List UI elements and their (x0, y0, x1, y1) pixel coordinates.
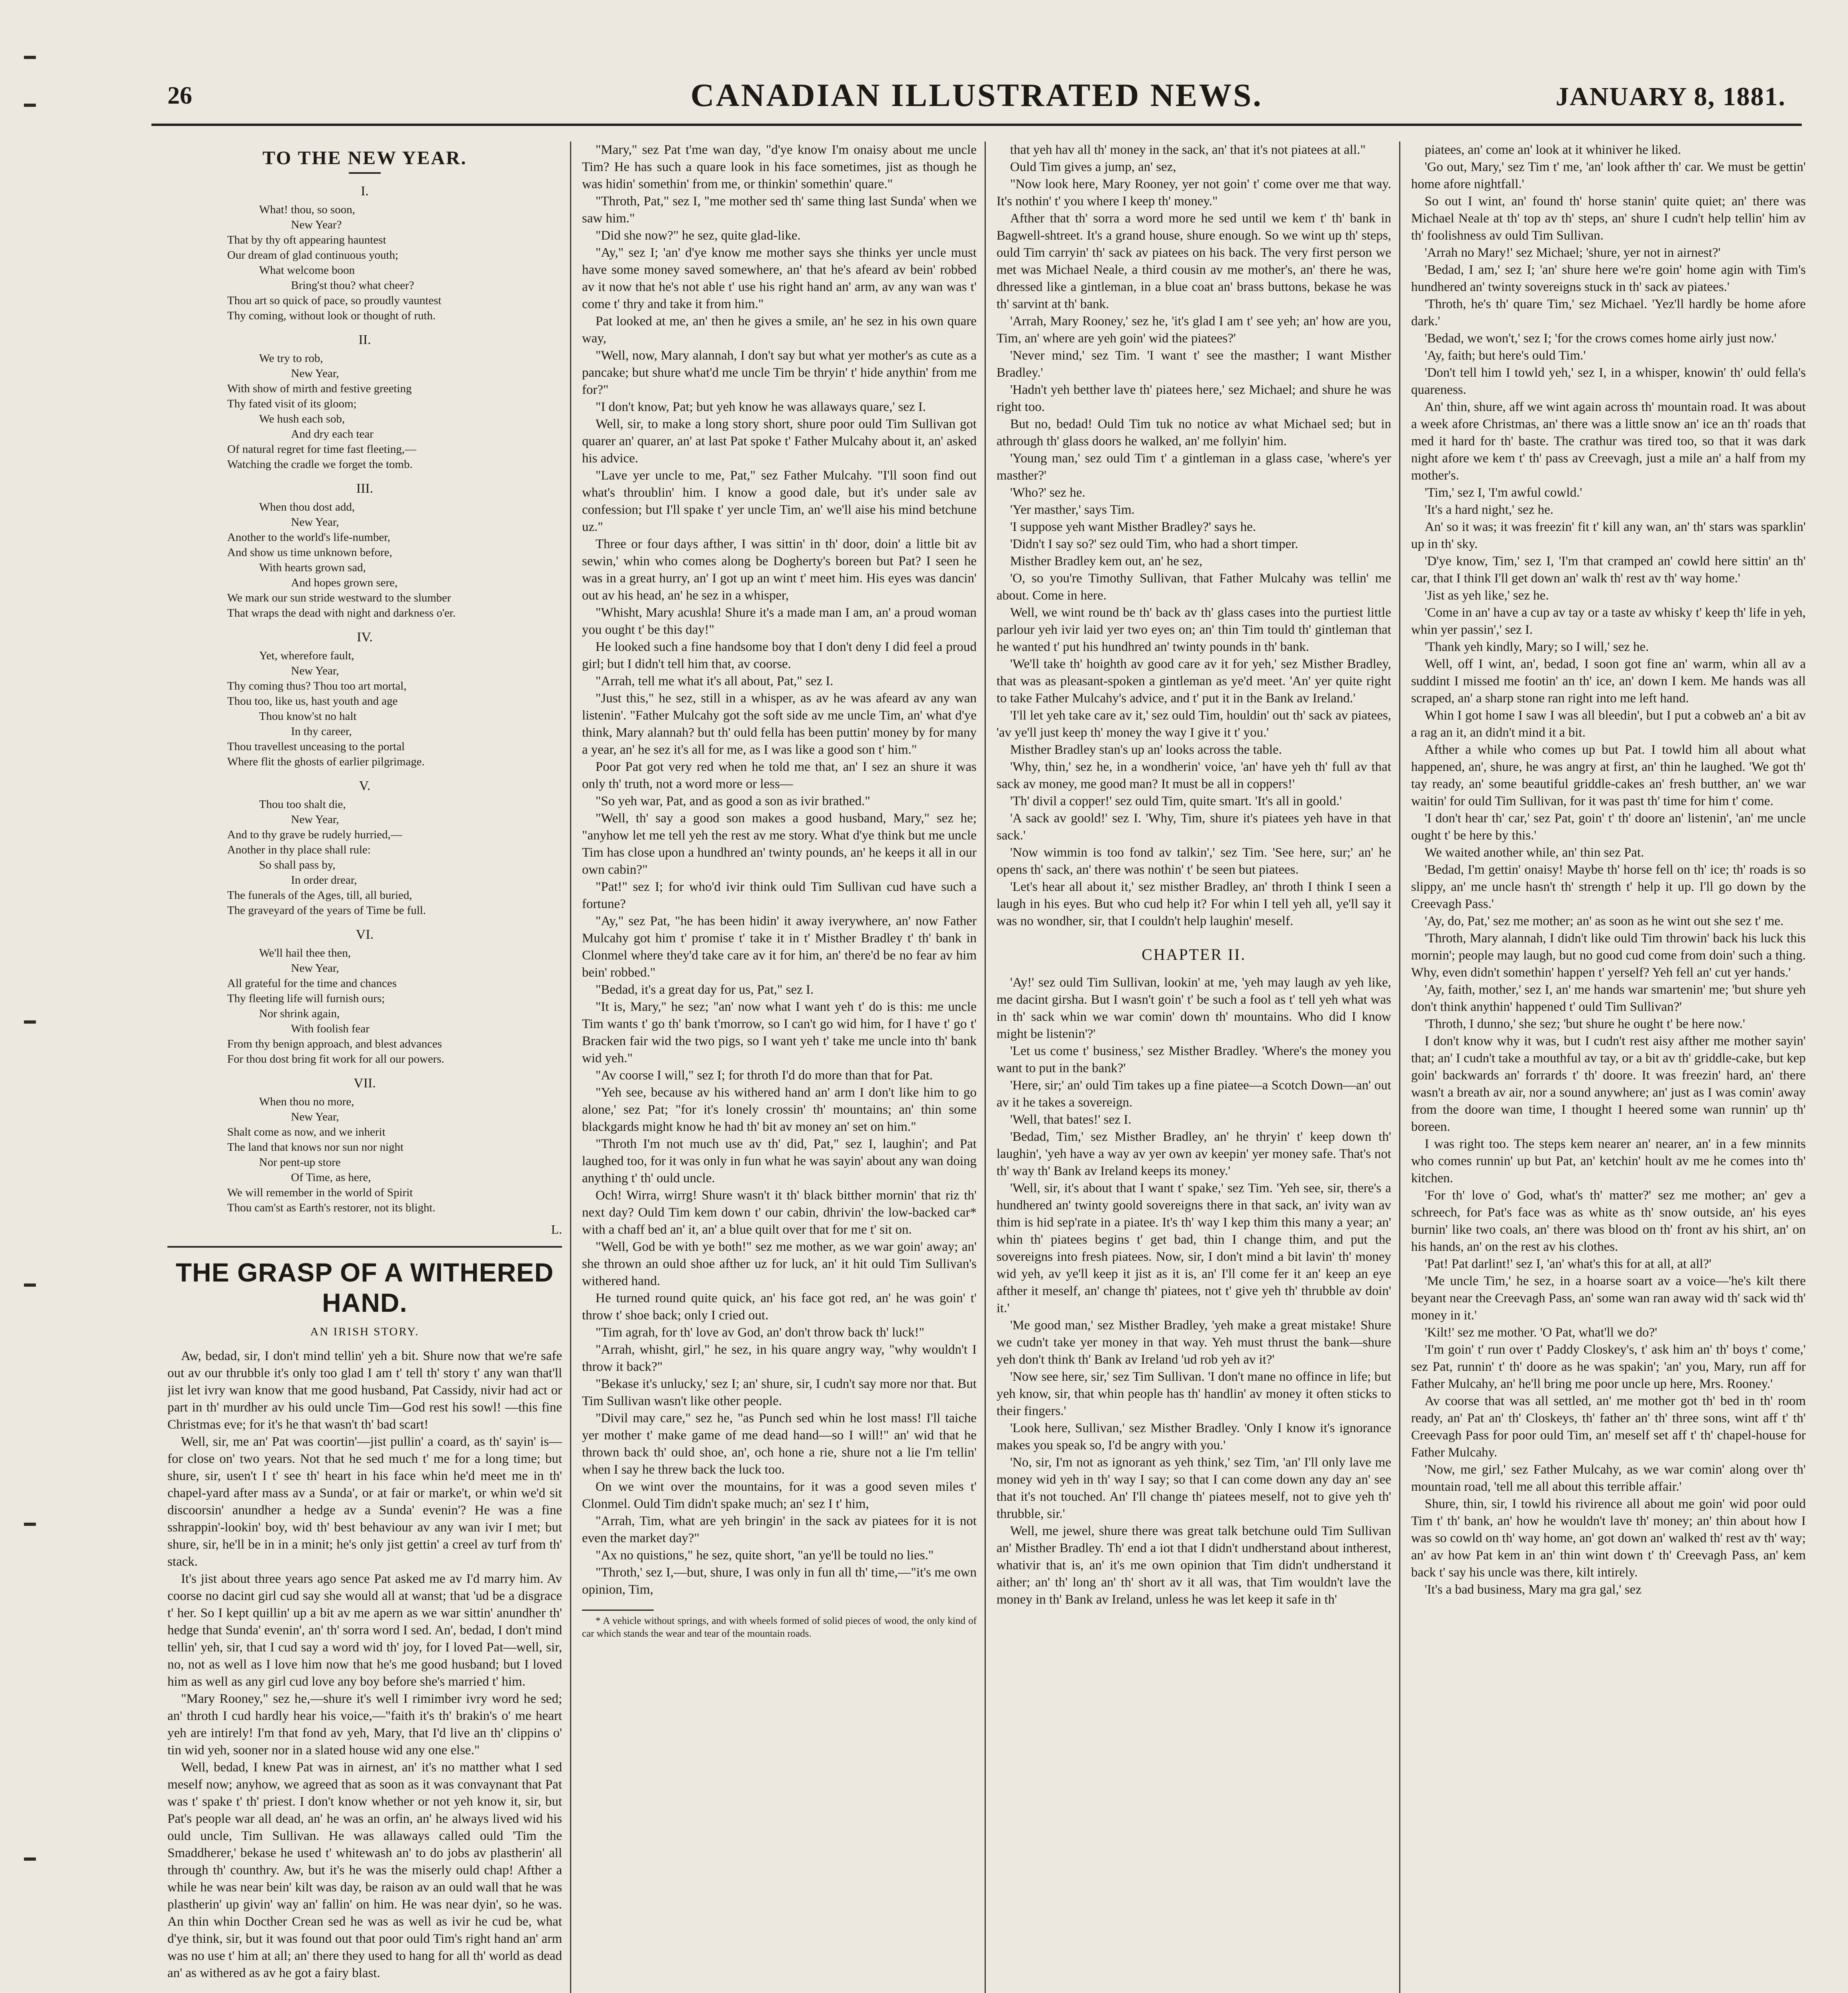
paragraph: 'Arrah, Mary Rooney,' sez he, 'it's glad I am t' see yeh; an' how are you, Tim, an' where are yeh goin' wid the piatees?' (997, 314, 1391, 346)
paragraph: 'Ay, faith; but here's ould Tim.' (1425, 348, 1586, 363)
poem-body (167, 183, 562, 1215)
paragraph: 'I suppose yeh want Misther Bradley?' says he. (1010, 520, 1256, 534)
poem-line: And hopes grown sere, (291, 576, 398, 589)
paragraph: 'Me good man,' sez Misther Bradley, 'yeh make a great mistake! Shure we cudn't take yer money in that way. Yeh must thrust the bank—shure yeh don't think th' Bank av Ireland 'ud rob yeh av it?' (997, 1318, 1391, 1367)
poem-line: That wraps the dead with night and darkness o'er. (227, 607, 456, 619)
poem-line: Bring'st thou? what cheer? (291, 279, 414, 292)
poem-line: Thou too shalt die, (259, 798, 346, 811)
poem-line: And dry each tear (291, 428, 374, 440)
poem-line: New Year, (291, 1110, 339, 1123)
masthead (151, 60, 1802, 120)
paragraph: "Now look here, Mary Rooney, yer not goin' t' come over me that way. It's nothin' t' you where I keep th' money." (997, 177, 1391, 208)
paragraph: Well, sir, to make a long story short, shure poor ould Tim Sullivan got quarer an' quarer, an' at last Pat spoke t' Father Mulcahy about it, an' asked his advice. (582, 417, 977, 466)
column-1 (167, 142, 562, 1993)
paragraph: "Just this," he sez, still in a whisper, as av he was afeard av any wan listenin'. "Father Mulcahy got the soft side av me uncle Tim, an' what d'ye think, Mary alannah? but th' ould fella has been puttin' money by for many a year, an' he sez it's all for me, as I was like a good son t' him." (582, 691, 977, 757)
binding-margin-marks (24, 56, 38, 1993)
column-divider (1399, 142, 1400, 1993)
paragraph: Well, me jewel, shure there was great talk betchune ould Tim Sullivan an' Misther Bradley. Th' end a iot that I didn't undherstand about intherest, whativir that is, an' it's me own opinion that Tim didn't undherstand it aither; an' th' long an' th' short av it all was, that Tim wouldn't lave the money in th' Bank av Ireland, unless he was let keep it safe in th' (997, 1524, 1391, 1607)
paragraph: 'Let us come t' business,' sez Misther Bradley. 'Where's the money you want to put in the bank?' (997, 1044, 1391, 1075)
chapter-heading: CHAPTER II. (1142, 945, 1246, 963)
paragraph: 'Pat! Pat darlint!' sez I, 'an' what's this for at all, at all?' (1425, 1257, 1712, 1271)
poem-line: So shall pass by, (259, 859, 336, 871)
column-divider (985, 142, 986, 1993)
paragraph: An' so it was; it was freezin' fit t' kill any wan, an' th' stars was sparklin' up in th' sky. (1411, 520, 1806, 551)
poem-line: The funerals of the Ages, till, all buried, (227, 889, 412, 902)
poem-line: For thou dost bring fit work for all our powers. (227, 1053, 444, 1065)
poem-line: The graveyard of the years of Time be full. (227, 904, 426, 917)
issue-date: JANUARY 8, 1881. (1555, 82, 1786, 111)
paragraph: "Throth,' sez I,—but, shure, I was only in fun all th' time,—"it's me own opinion, Tim, (582, 1565, 977, 1597)
paragraph: Av coorse that was all settled, an' me mother got th' bed in th' room ready, an' Pat an' th' Closkeys, th' father an' th' three sons, wint aff t' th' Creevagh Pass for poor ould Tim, an' meself set aff t' th' chapel-house for Father Mulcahy. (1411, 1394, 1806, 1460)
paragraph: "Av coorse I will," sez I; for throth I'd do more than that for Pat. (596, 1068, 933, 1083)
poem-line: And show us time unknown before, (227, 546, 393, 559)
poem-line: Nor shrink again, (259, 1007, 340, 1020)
column-4 (1411, 142, 1806, 1993)
header-rule (151, 124, 1802, 126)
poem-line: Of natural regret for time fast fleeting,— (227, 443, 417, 456)
paragraph: Misther Bradley stan's up an' looks across the table. (1010, 743, 1282, 757)
poem-line: New Year, (291, 516, 339, 529)
paragraph: An' thin, shure, aff we wint again across th' mountain road. It was about a week afore Christmas, an' there was a little snow an' ice an th' roads that med it hard for th' baste. The crathur was tired too, so that it was dark night afore we kem t' th' pass av Creevagh, just a mile an' a half from my mother's. (1411, 400, 1806, 483)
story-subtitle: AN IRISH STORY. (310, 1325, 419, 1338)
paragraph: "Bekase it's unlucky,' sez I; an' shure, sir, I cudn't say more nor that. But Tim Sullivan wasn't like other people. (582, 1377, 977, 1408)
paragraph: 'Bedad, I'm gettin' onaisy! Maybe th' horse fell on th' ice; th' roads is so slippy, an' me uncle hasn't th' strength t' help it up. I'll go down by the Creevagh Pass.' (1411, 863, 1806, 911)
paragraph: 'Who?' sez he. (1010, 485, 1085, 500)
stanza-number: VI. (356, 927, 374, 942)
poem-line: Another to the world's life-number, (227, 531, 391, 544)
paragraph: 'Well, sir, it's about that I want t' spake,' sez Tim. 'Yeh see, sir, there's a hundhered an' twinty goold sovereigns there in that sack, an' ivity wan av thim is hid sep'rate in a piatee. It's th' way I kep thim this many a year; an' whin th' piatees begins t' get bad, thin I change thim, and put the sovereigns into fresh piatees. Now, sir, I don't mind a bit lavin' th' money wid yeh, av ye'll keep it jist as it is, an' I'll come fer it an' keep an eye afther it meself, an' change th' piatees, not t' give yeh th' thrubble av doin' it.' (997, 1181, 1391, 1315)
paragraph: 'Look here, Sullivan,' sez Misther Bradley. 'Only I know it's ignorance makes you speak so, I'd be angry with you.' (997, 1421, 1391, 1452)
paragraph: 'It's a hard night,' sez he. (1425, 503, 1553, 517)
paragraph: "Throth I'm not much use av th' did, Pat," sez I, laughin'; and Pat laughed too, for it was only in fun what he was sayin' about any wan doing anything t' th' ould uncle. (582, 1137, 977, 1185)
poem-line: Watching the cradle we forget the tomb. (227, 458, 413, 471)
stanza-number: V. (359, 778, 371, 793)
paragraph: He turned round quite quick, an' his face got red, an' he was goin' t' throw t' shoe back; only I cried out. (582, 1291, 977, 1323)
column-4-text (1411, 142, 1806, 1598)
paragraph: "Well, now, Mary alannah, I don't say but what yer mother's as cute as a pancake; but shure what'd me uncle Tim be thryin' t' hide anythin' from me for?" (582, 348, 977, 397)
poem-line: Thou too, like us, hast youth and age (227, 695, 398, 708)
footnote: * A vehicle without springs, and with wheels formed of solid pieces of wood, the only kind of car which stands the wear and tear of the mountain roads. (582, 1616, 977, 1639)
paragraph: Misther Bradley kem out, an' he sez, (1010, 554, 1203, 568)
story-title: THE GRASP OF A WITHERED HAND. (175, 1258, 554, 1317)
paragraph: 'Yer masther,' says Tim. (1010, 503, 1135, 517)
paragraph: "Ay," sez Pat, "he has been hidin' it away iverywhere, an' now Father Mulcahy got him t' promise t' take it in t' Misther Bradley t' th' bank in Clonmel where they'd take care av it for him, an' there'd be no fear av him bein' robbed." (582, 914, 977, 980)
column-3-text (997, 142, 1391, 930)
paragraph: 'It's a bad business, Mary ma gra gal,' sez (1425, 1582, 1642, 1597)
poem-line: We will remember in the world of Spirit (227, 1186, 413, 1199)
binding-tick (24, 1857, 36, 1861)
paragraph: 'Never mind,' sez Tim. 'I want t' see the masther; I want Misther Bradley.' (997, 348, 1391, 380)
poem-line: With foolish fear (291, 1022, 370, 1035)
paragraph: 'Now wimmin is too fond av talkin',' sez Tim. 'See here, sur;' an' he opens th' sack, an' there was nothin' t' be seen but piatees. (997, 845, 1391, 877)
poem-line: From thy benign approach, and blest advances (227, 1038, 442, 1050)
binding-tick (24, 104, 36, 107)
poem-line: Of Time, as here, (291, 1171, 371, 1184)
paragraph: 'Come in an' have a cup av tay or a taste av whisky t' keep th' life in yeh, whin yer passin',' sez I. (1411, 605, 1806, 637)
paragraph: 'Ay, faith, mother,' sez I, an' me hands war smartenin' me; 'but shure yeh don't think anythin' happened t' ould Tim Sullivan?' (1411, 983, 1806, 1014)
paragraph: Well, bedad, I knew Pat was in airnest, an' it's no matther what I sed meself now; anyhow, we agreed that as soon as it was convaynant that Pat was t' spake t' th' priest. I don't know whether or not yeh know it, sir, but Pat's people war all dead, an' he was an orfin, an' he always lived wid his ould uncle, Tim Sullivan. He was allaways called ould 'Tim the Smaddherer,' bekase he used t' whitewash an' to do jobs av plastherin' all through th' counthry. Aw, but it's he was the miserly ould chap! Afther a while he was near bein' kilt was day, be raison av an ould wall that he was plastherin' up givin' way an' fallin' on him. He was near dyin', so he was. An thin whin Docther Crean sed he was as well as ivir he cud be, what d'ye think, sir, but it was found out that poor ould Tim's right hand an' arm was no use t' him at all; an' there they used to hang for all th' world as dead an' as withered as av he got a fairy blast. (167, 1760, 562, 1980)
poem-line: We mark our sun stride westward to the slumber (227, 592, 451, 604)
binding-tick (24, 1283, 36, 1287)
paragraph: 'No, sir, I'm not as ignorant as yeh think,' sez Tim, 'an' I'll only lave me money wid yeh in th' way I say; so that I can come down any day an' see that it's not touched. An' I'll change th' piatees meself, not to give yeh th' thrubble, sir.' (997, 1455, 1391, 1521)
paragraph: 'I'll let yeh take care av it,' sez ould Tim, houldin' out th' sack av piatees, 'av ye'll just keep th' money the way I give it t' you.' (997, 708, 1391, 740)
paragraph: But no, bedad! Ould Tim tuk no notice av what Michael sed; but in athrough th' glass doors he walked, an' me follyin' him. (997, 417, 1391, 448)
paragraph: "Well, th' say a good son makes a good husband, Mary," sez he; "anyhow let me tell yeh the rest av me story. What d'ye think but me uncle Tim has close upon a hundhred an' twinty pounds, an' he keeps it all in our own cabin?" (582, 811, 977, 877)
stanza-number: IV. (357, 630, 373, 645)
paragraph: Pat looked at me, an' then he gives a smile, an' he sez in his own quare way, (582, 314, 977, 346)
publication-title: CANADIAN ILLUSTRATED NEWS. (690, 77, 1263, 113)
paragraph: "Pat!" sez I; for who'd ivir think ould Tim Sullivan cud have such a fortune? (582, 880, 977, 911)
paragraph: It's jist about three years ago sence Pat asked me av I'd marry him. Av coorse no dacint girl cud say she would all at wanst; that 'ud be a disgrace t' her. So I kept quillin' up a bit av me apern as we war sittin' anundher th' hedge that Sunda' evenin', an' th' sorra word I sed. An', bedad, I don't mind tellin' yeh, sir, that I cud say a word wid th' joy, for I loved Pat—well, sir, no, not as well as I love him now that he's me good husband; but I loved him as well as any girl cud love any boy before she's married t' him. (167, 1572, 562, 1689)
poem-line: New Year, (291, 664, 339, 677)
paragraph: 'Bedad, I am,' sez I; 'an' shure here we're goin' home agin with Tim's hundhered an' twinty sovereigns stuck in th' sack av piatees.' (1411, 263, 1806, 294)
paragraph: Och! Wirra, wirrg! Shure wasn't it th' black bitther mornin' that riz th' next day? Ould Tim kem down t' our cabin, dhrivin' the low-backed car* with a chaff bed an' it, an' a blue quilt over that for me t' sit on. (582, 1188, 977, 1237)
paragraph: 'Throth, he's th' quare Tim,' sez Michael. 'Yez'll hardly be home afore dark.' (1411, 297, 1806, 328)
poem-line: Yet, wherefore fault, (259, 649, 354, 662)
paragraph: 'Well, that bates!' sez I. (1010, 1112, 1132, 1127)
paragraph: 'Th' divil a copper!' sez ould Tim, quite smart. 'It's all in goold.' (1010, 794, 1342, 808)
binding-tick (24, 56, 36, 59)
poem-line: Thou know'st no halt (259, 710, 357, 723)
paragraph: 'I don't hear th' car,' sez Pat, goin' t' th' doore an' listenin', 'an' me uncle ought t' be here by this.' (1411, 811, 1806, 843)
paragraph: 'Now, me girl,' sez Father Mulcahy, as we war comin' along over th' mountain road, 'tell me all about this terrible affair.' (1411, 1462, 1806, 1494)
paragraph: "Whisht, Mary acushla! Shure it's a made man I am, an' a proud woman you ought t' be this day!" (582, 605, 977, 637)
paragraph: Afther that th' sorra a word more he sed until we kem t' th' bank in Bagwell-shtreet. It's a grand house, shure enough. So we wint up th' steps, ould Tim carryin' th' sack av piatees on his back. The very first person we met was Michael Neale, a third cousin av me mother's, an' there he was, dhressed like a gintleman, in a blue coat an' brass buttons, bekase he was th' sarvint at th' bank. (997, 211, 1391, 311)
paragraph: "Arrah, tell me what it's all about, Pat," sez I. (596, 674, 834, 688)
column-3 (997, 142, 1391, 1993)
paragraph: piatees, an' come an' look at it whiniver he liked. (1425, 143, 1681, 157)
paragraph: 'Go out, Mary,' sez Tim t' me, 'an' look afther th' car. We must be gettin' home afore nightfall.' (1411, 160, 1806, 191)
poem-line: What welcome boon (259, 264, 355, 277)
paragraph: 'Ay, do, Pat,' sez me mother; an' as soon as he wint out she sez t' me. (1425, 914, 1784, 928)
paragraph: 'Here, sir;' an' ould Tim takes up a fine piatee—a Scotch Down—an' out av it he takes a sovereign. (997, 1078, 1391, 1110)
paragraph: Shure, thin, sir, I towld his rivirence all about me goin' wid poor ould Tim t' th' bank, an' how he wouldn't lave th' money; an' thin about how I was so cowld on th' way home, an' got down an' walked th' rest av th' way; an' av how Pat kem in an' thin wint down t' th' Creevagh Pass, an' kem back t' say his uncle was there, kilt intirely. (1411, 1497, 1806, 1580)
poem-line: Thou art so quick of pace, so proudly vauntest (227, 294, 442, 307)
poem-line: Thy fated visit of its gloom; (227, 397, 357, 410)
footnote-rule (582, 1610, 654, 1611)
poem-line: With hearts grown sad, (259, 561, 366, 574)
paragraph: "It is, Mary," he sez; "an' now what I want yeh t' do is this: me uncle Tim wants t' go th' bank t'morrow, so I can't go wid him, for I have t' go t' Bracken fair wid the two pigs, so I want yeh t' take me uncle into th' bank wid yeh." (582, 1000, 977, 1065)
binding-tick (24, 1020, 36, 1024)
poem-line: Thou cam'st as Earth's restorer, not its blight. (227, 1201, 436, 1214)
paragraph: 'Ay!' sez ould Tim Sullivan, lookin' at me, 'yeh may laugh av yeh like, me dacint girsha. But I wasn't goin' t' be such a fool as t' tell yeh what was in th' sack whin we war comin' down th' mountains. Who did I know might be listenin'?' (997, 975, 1391, 1041)
paragraph: 'A sack av goold!' sez I. 'Why, Tim, shure it's piatees yeh have in that sack.' (997, 811, 1391, 843)
paragraph: Poor Pat got very red when he told me that, an' I sez an shure it was only th' truth, not a word more or less— (582, 760, 977, 791)
poem-line: When thou dost add, (259, 501, 355, 513)
paragraph: "Divil may care," sez he, "as Punch sed whin he lost mass! I'll taiche yer mother t' make game of me dead hand—so I will!" an' wid that he thrown back th' ould shoe, an', och hone a rie, shure not a lie I'm tellin' when I say he threw back the luck too. (582, 1411, 977, 1477)
poem-line: Thy coming thus? Thou too art mortal, (227, 680, 407, 692)
poem-line: New Year? (291, 218, 342, 231)
poem-line: Nor pent-up store (259, 1156, 341, 1169)
paragraph: "Mary," sez Pat t'me wan day, "d'ye know I'm onaisy about me uncle Tim? He has such a quare look in his face sometimes, jist as though he was hidin' somethin' from me, or thinkin' somethin' quare." (582, 143, 977, 191)
paragraph: Three or four days afther, I was sittin' in th' door, doin' a little bit av sewin,' whin who comes along be Dogherty's boreen but Pat? I seen he was in a great hurry, an' I got up an wint t' meet him. His eyes was dancin' out av his head, an' he sez in a whisper, (582, 537, 977, 603)
paragraph: "Well, God be with ye both!" sez me mother, as we war goin' away; an' she thrown an ould shoe afther uz for luck, an' it hit ould Tim Sullivan's withered hand. (582, 1240, 977, 1288)
paragraph: 'I'm goin' t' run over t' Paddy Closkey's, t' ask him an' th' boys t' come,' sez Pat, runnin' t' th' doore as he was spakin'; 'an' you, Mary, run aff for Father Mulcahy, an' he'll bring me poor uncle up here, Mrs. Rooney.' (1411, 1342, 1806, 1391)
poem-line: Shalt come as now, and we inherit (227, 1126, 385, 1138)
paragraph: Well, we wint round be th' back av th' glass cases into the purtiest little parlour yeh ivir laid yer two eyes on; an' thin Tim tould th' gintleman that he wanted t' put his hundhred an' twinty pounds in th' bank. (997, 605, 1391, 654)
column-2-text (582, 142, 977, 1598)
poem-line: Where flit the ghosts of earlier pilgrimage. (227, 755, 425, 768)
paragraph: 'Now see here, sir,' sez Tim Sullivan. 'I don't mane no offince in life; but yeh know, sir, that whin people has th' handlin' av money it often sticks to their fingers.' (997, 1370, 1391, 1418)
poem-line: We hush each sob, (259, 413, 345, 425)
poem-line: New Year, (291, 367, 339, 380)
paragraph: 'Don't tell him I towld yeh,' sez I, in a whisper, knowin' th' ould fella's quareness. (1411, 366, 1806, 397)
paragraph: "Arrah, whisht, girl," he sez, in his quare angry way, "why wouldn't I throw it back?" (582, 1342, 977, 1374)
paragraph: "So yeh war, Pat, and as good a son as ivir brathed." (596, 794, 871, 808)
poem-line: The land that knows nor sun nor night (227, 1141, 404, 1154)
paragraph: "Ay," sez I; 'an' d'ye know me mother says she thinks yer uncle must have some money saved somewhere, an' that he's afeard av bein' robbed av it now that he's not able t' use his right hand an' arm, av any wan was t' come t' thry and take it from him." (582, 246, 977, 311)
poem-signature: L. (551, 1222, 562, 1236)
poem-line: Our dream of glad continuous youth; (227, 249, 399, 261)
paragraph: 'Tim,' sez I, 'I'm awful cowld.' (1425, 485, 1583, 500)
title-dash (349, 172, 381, 174)
stanza-number: II. (358, 332, 371, 347)
page-number: 26 (167, 82, 192, 109)
paragraph: 'Bedad, we won't,' sez I; 'for the crows comes home airly just now.' (1425, 331, 1777, 346)
poem-line: New Year, (291, 962, 339, 975)
paragraph: "Tim agrah, for th' love av God, an' don't throw back th' luck!" (596, 1325, 924, 1340)
poem-line: We'll hail thee then, (259, 947, 351, 959)
poem-line: Thou travellest unceasing to the portal (227, 740, 405, 753)
paragraph: "Mary Rooney," sez he,—shure it's well I rimimber ivry word he sed; an' throth I cud hardly hear his voice,—"faith it's th' brakin's o' me heart yeh are intirely! I'm that fond av yeh, Mary, that I'd live an th' clippins o' tin wid yeh, sooner nor in a slated house wid any one else." (167, 1692, 562, 1757)
paragraph: 'Hadn't yeh betther lave th' piatees here,' sez Michael; and shure he was right too. (997, 383, 1391, 414)
poem-line: When thou no more, (259, 1095, 354, 1108)
binding-tick (24, 1523, 36, 1526)
paragraph: 'We'll take th' hoighth av good care av it for yeh,' sez Misther Bradley, that was as pleasant-spoken a gintleman as ye'd meet. 'An' yer quite right to take Father Mulcahy's advice, and t' put it in the Bank av Ireland.' (997, 657, 1391, 706)
column-1-text (167, 1348, 562, 1982)
poem-line: Thy coming, without look or thought of ruth. (227, 309, 436, 322)
paragraph: 'O, so you're Timothy Sullivan, that Father Mulcahy was tellin' me about. Come in here. (997, 571, 1391, 603)
poem-line: That by thy oft appearing hauntest (227, 234, 386, 246)
paragraph: 'Why, thin,' sez he, in a wondherin' voice, 'an' have yeh th' full av that sack av money, me good man? It must be all in coppers!' (997, 760, 1391, 791)
paragraph: "Ax no quistions," he sez, quite short, "an ye'll be tould no lies." (596, 1548, 934, 1563)
poem-line: New Year, (291, 813, 339, 826)
paragraph: "Throth, Pat," sez I, "me mother sed th' same thing last Sunda' when we saw him." (582, 194, 977, 226)
poem-line: Another in thy place shall rule: (227, 843, 371, 856)
paragraph: I don't know why it was, but I cudn't rest aisy afther me mother sayin' that; an' I cudn't take a mouthful av tay, or a bit av th' griddle-cake, but kep goin' backwards an' forrards t' th' doore. It was freezin' hard, an' there wasn't a breath av air, nor a sound anywhere; an' just as I was comin' away from the doore wan time, I thought I heered some wan runnin' up th' boreen. (1411, 1034, 1806, 1134)
paragraph: 'Young man,' sez ould Tim t' a gintleman in a glass case, 'where's yer masther?' (997, 451, 1391, 483)
poem-line: In thy career, (291, 725, 352, 738)
paragraph: Whin I got home I saw I was all bleedin', but I put a cobweb an' a bit av a rag an it, an didn't mind it a bit. (1411, 708, 1806, 740)
newspaper-page (151, 60, 1806, 1993)
poem-line: In order drear, (291, 874, 357, 886)
column-divider (570, 142, 571, 1993)
poem-line: We try to rob, (259, 352, 323, 365)
paragraph: 'Kilt!' sez me mother. 'O Pat, what'll we do?' (1425, 1325, 1657, 1340)
paragraph: 'Me uncle Tim,' he sez, in a hoarse soart av a voice—'he's kilt there beyant near the Creevagh Pass, an' some wan ran away wid th' sack wid th' money in it.' (1411, 1274, 1806, 1323)
paragraph: Aw, bedad, sir, I don't mind tellin' yeh a bit. Shure now that we're safe out av our thrubble it's only too glad I am t' tell th' story t' any wan that'll jist let ivry wan know that me good husband, Pat Cassidy, nivir had act or part in th' murdher av his ould uncle Tim—God rest his sowl! —this fine Christmas eve; for it's he that wasn't th' bad scart! (167, 1349, 562, 1432)
stanza-number: III. (356, 481, 374, 496)
paragraph: We waited another while, an' thin sez Pat. (1425, 845, 1644, 860)
paragraph: "Arrah, Tim, what are yeh bringin' in the sack av piatees for it is not even the market day?" (582, 1514, 977, 1545)
column-2 (582, 142, 977, 1993)
paragraph: He looked such a fine handsome boy that I don't deny I did feel a proud girl; but I didn't tell him that, av coorse. (582, 640, 977, 671)
paragraph: that yeh hav all th' money in the sack, an' that it's not piatees at all." (1010, 143, 1366, 157)
paragraph: 'Didn't I say so?' sez ould Tim, who had a short timper. (1010, 537, 1298, 551)
paragraph: 'Throth, I dunno,' she sez; 'but shure he ought t' be here now.' (1425, 1017, 1745, 1031)
paragraph: I was right too. The steps kem nearer an' nearer, an' in a few minnits who comes runnin' up but Pat, an' ketchin' hoult av me he comes into th' kitchen. (1411, 1137, 1806, 1185)
paragraph: Well, off I wint, an', bedad, I soon got fine an' warm, whin all av a suddint I missed me footin' an th' ice, an' down I kem. Me hands was all scraped, an' a sharp stone ran right into me left hand. (1411, 657, 1806, 706)
paragraph: "Bedad, it's a great day for us, Pat," sez I. (596, 983, 814, 997)
column-3-text-b (997, 974, 1391, 1608)
poem-line: Thy fleeting life will furnish ours; (227, 992, 385, 1005)
paragraph: "Lave yer uncle to me, Pat," sez Father Mulcahy. "I'll soon find out what's throublin' him. I know a good dale, but it's under sale av confession; but I'll spake t' yer uncle Tim, an' we'll aise his mind betchune uz." (582, 468, 977, 534)
paragraph: 'Let's hear all about it,' sez misther Bradley, an' throth I think I seen a laugh in his eyes. But who cud help it? For whin I tell yeh all, ye'll say it was no wondher, sir, that I couldn't help laughin' meself. (997, 880, 1391, 928)
paragraph: 'Arrah no Mary!' sez Michael; 'shure, yer not in airnest?' (1425, 246, 1721, 260)
paragraph: 'Bedad, Tim,' sez Misther Bradley, an' he thryin' t' keep down th' laughin', 'yeh have a way av yer own av keepin' yer money safe. That's not th' way th' Bank av Ireland keeps its money.' (997, 1130, 1391, 1178)
paragraph: 'For th' love o' God, what's th' matter?' sez me mother; an' gev a schreech, for Pat's face was as white as th' snow outside, an' his eyes burnin' like two coals, an' there was blood on th' front av his shirt, an' on his hands, an' on the rest av his clothes. (1411, 1188, 1806, 1254)
paragraph: 'Throth, Mary alannah, I didn't like ould Tim throwin' back his luck this mornin'; people may laugh, but no good cud come from doin' such a thing. Why, even didn't somethin' happen t' yerself? Yeh fell an' cut yer hands.' (1411, 931, 1806, 980)
paragraph: 'Thank yeh kindly, Mary; so I will,' sez he. (1425, 640, 1649, 654)
poem-line: All grateful for the time and chances (227, 977, 397, 990)
paragraph: Well, sir, me an' Pat was coortin'—jist pullin' a coard, as th' sayin' is—for close on' two years. Not that he sed much t' me for a long time; but shure, sir, usen't I t' see th' heart in his face whin he'd meet me in th' chapel-yard after mass av a Sunda', or at fair or marke't, or whin we'd sit discoorsin' anundher a hedge av a Sunda' evenin'? He was a fine sshrappin'-lookin' boy, wid th' best behaviour av any wan ivir I met; but shure, sir, he'll be in in a minit; he's only jist gettin' a creel av turf from th' stack. (167, 1435, 562, 1569)
paragraph: "Did she now?" he sez, quite glad-like. (596, 228, 801, 243)
paragraph: 'Jist as yeh like,' sez he. (1425, 588, 1549, 603)
section-rule (167, 1246, 562, 1248)
poem-title: TO THE NEW YEAR. (262, 147, 467, 169)
paragraph: "Yeh see, because av his withered hand an' arm I don't like him to go alone,' sez Pat; "for it's lonely crossin' th' mountains; an' thin some blackgards might know he had th' bit av money an' set on him." (582, 1085, 977, 1134)
paragraph: Afther a while who comes up but Pat. I towld him all about what happened, an', shure, he was angry at first, an' thin he laughed. 'We got th' tay ready, an' some beautiful griddle-cakes an' fresh butther, an' we war waitin' for ould Tim Sullivan, for it was past th' time for him t' come. (1411, 743, 1806, 808)
paragraph: So out I wint, an' found th' horse stanin' quite quiet; an' there was Michael Neale at th' top av th' steps, an' shure I cudn't help tellin' him av th' foolishness av ould Tim Sullivan. (1411, 194, 1806, 243)
paragraph: On we wint over the mountains, for it was a good seven miles t' Clonmel. Ould Tim didn't spake much; an' sez I t' him, (582, 1480, 977, 1511)
paragraph: 'D'ye know, Tim,' sez I, 'I'm that cramped an' cowld here sittin' an th' car, that I think I'll get down an' walk th' rest av th' way home.' (1411, 554, 1806, 586)
poem-line: With show of mirth and festive greeting (227, 382, 412, 395)
poem-line: What! thou, so soon, (259, 203, 355, 216)
paragraph: Ould Tim gives a jump, an' sez, (1010, 160, 1176, 174)
stanza-number: VII. (354, 1076, 376, 1091)
poem-line: And to thy grave be rudely hurried,— (227, 828, 402, 841)
stanza-number: I. (361, 184, 369, 199)
paragraph: "I don't know, Pat; but yeh know he was allaways quare,' sez I. (596, 400, 926, 414)
